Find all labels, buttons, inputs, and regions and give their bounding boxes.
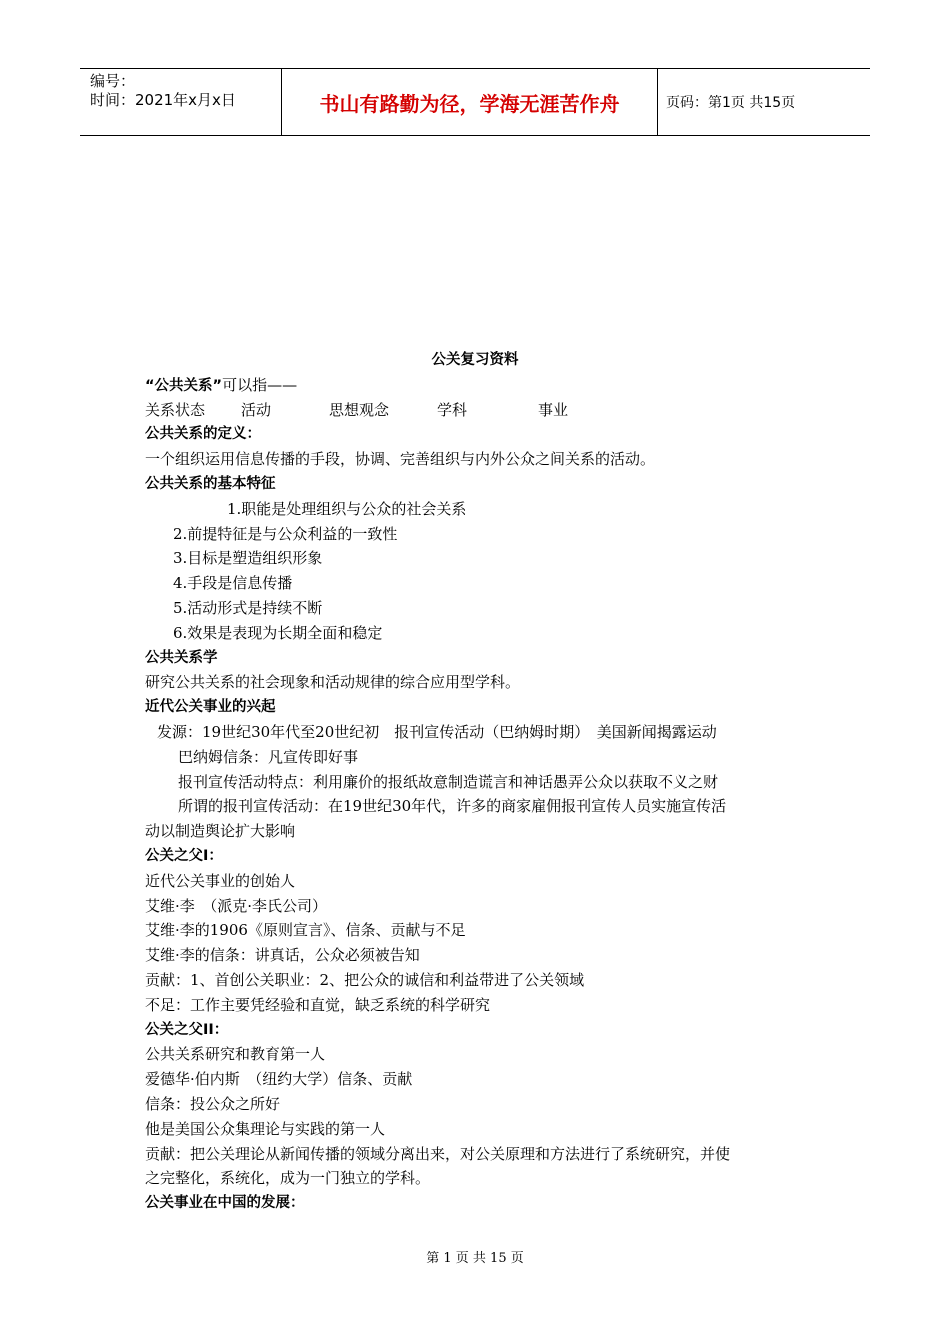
father1-item: 贡献：1、首创公关职业：2、把公众的诚信和利益带进了公关领域 [145, 970, 585, 989]
father2-item: 他是美国公众集理论与实践的第一人 [145, 1119, 386, 1138]
heading-china: 公关事业在中国的发展： [145, 1195, 305, 1212]
definition-text: 一个组织运用信息传播的手段，协调、完善组织与内外公众之间关系的活动。 [145, 450, 656, 469]
father2-item: 公共关系研究和教育第一人 [145, 1045, 326, 1064]
father2-contribution: 贡献：把公关理论从新闻传播的领域分离出来，对公关原理和方法进行了系统研究，并使 [145, 1144, 731, 1163]
heading-father-2: 公关之父II： [145, 1021, 229, 1038]
father1-item: 不足：工作主要凭经验和直觉，缺乏系统的科学研究 [145, 995, 491, 1014]
feature-item: 1.职能是处理组织与公众的社会关系 [227, 499, 467, 518]
header-page-cell [658, 69, 870, 135]
pr-can-refer [145, 373, 805, 398]
feature-item: 4.手段是信息传播 [173, 574, 293, 593]
father1-item: 艾维·李 （派克·李氏公司） [145, 896, 328, 915]
page-info: 页码：第1页 共15页 [666, 95, 796, 111]
rise-features: 报刊宣传活动特点：利用廉价的报纸故意制造谎言和神话愚弄公众以获取不义之财 [178, 772, 719, 791]
pr-term: “公共关系” [145, 377, 223, 394]
father1-item: 艾维·李的信条：讲真话，公众必须被告知 [145, 946, 420, 965]
feature-item: 3.目标是塑造组织形象 [173, 549, 323, 568]
meaning-item: 关系状态 [145, 400, 206, 419]
document-body [145, 348, 805, 1216]
page-footer: 第 1 页 共 15 页 [426, 1251, 524, 1266]
header-meta-cell [80, 69, 282, 135]
rise-origin: 发源：19世纪30年代至20世纪初 报刊宣传活动（巴纳姆时期） 美国新闻揭露运动 [157, 722, 717, 741]
meaning-item: 事业 [538, 400, 569, 419]
feature-item: 5.活动形式是持续不断 [173, 598, 323, 617]
father2-item: 信条：投公众之所好 [145, 1094, 281, 1113]
father1-item: 艾维·李的1906《原则宣言》、信条、贡献与不足 [145, 921, 466, 940]
pr-meanings-row [145, 398, 805, 423]
meaning-item: 学科 [437, 400, 468, 419]
meaning-item: 思想观念 [329, 400, 390, 419]
number-label: 编号： [90, 72, 136, 90]
heading-features: 公共关系的基本特征 [145, 475, 276, 492]
feature-item: 6.效果是表现为长期全面和稳定 [173, 623, 383, 642]
time-label: 时间：2021年x月x日 [90, 91, 236, 109]
heading-pr-science: 公共关系学 [145, 649, 218, 666]
father1-item: 近代公关事业的创始人 [145, 871, 296, 890]
meaning-item: 活动 [241, 400, 272, 419]
pr-term-rest: 可以指—— [222, 375, 298, 394]
heading-rise: 近代公关事业的兴起 [145, 699, 276, 716]
pr-science-text: 研究公共关系的社会现象和活动规律的综合应用型学科。 [145, 673, 521, 692]
header-motto-cell [282, 69, 658, 135]
header-table [80, 68, 870, 136]
heading-definition: 公共关系的定义： [145, 426, 261, 443]
heading-father-1: 公关之父I： [145, 847, 223, 864]
father2-item: 爱德华·伯内斯 （纽约大学）信条、贡献 [145, 1070, 413, 1089]
rise-definition: 所谓的报刊宣传活动：在19世纪30年代，许多的商家雇佣报刊宣传人员实施宣传活 [178, 797, 727, 816]
father2-contribution-cont: 之完整化，系统化，成为一门独立的学科。 [145, 1169, 431, 1188]
rise-definition-cont: 动以制造舆论扩大影响 [145, 822, 296, 841]
feature-item: 2.前提特征是与公众利益的一致性 [173, 524, 398, 543]
doc-title: 公关复习资料 [431, 352, 519, 368]
motto: 书山有路勤为径，学海无涯苦作舟 [319, 91, 620, 116]
rise-barnum: 巴纳姆信条：凡宣传即好事 [178, 747, 359, 766]
